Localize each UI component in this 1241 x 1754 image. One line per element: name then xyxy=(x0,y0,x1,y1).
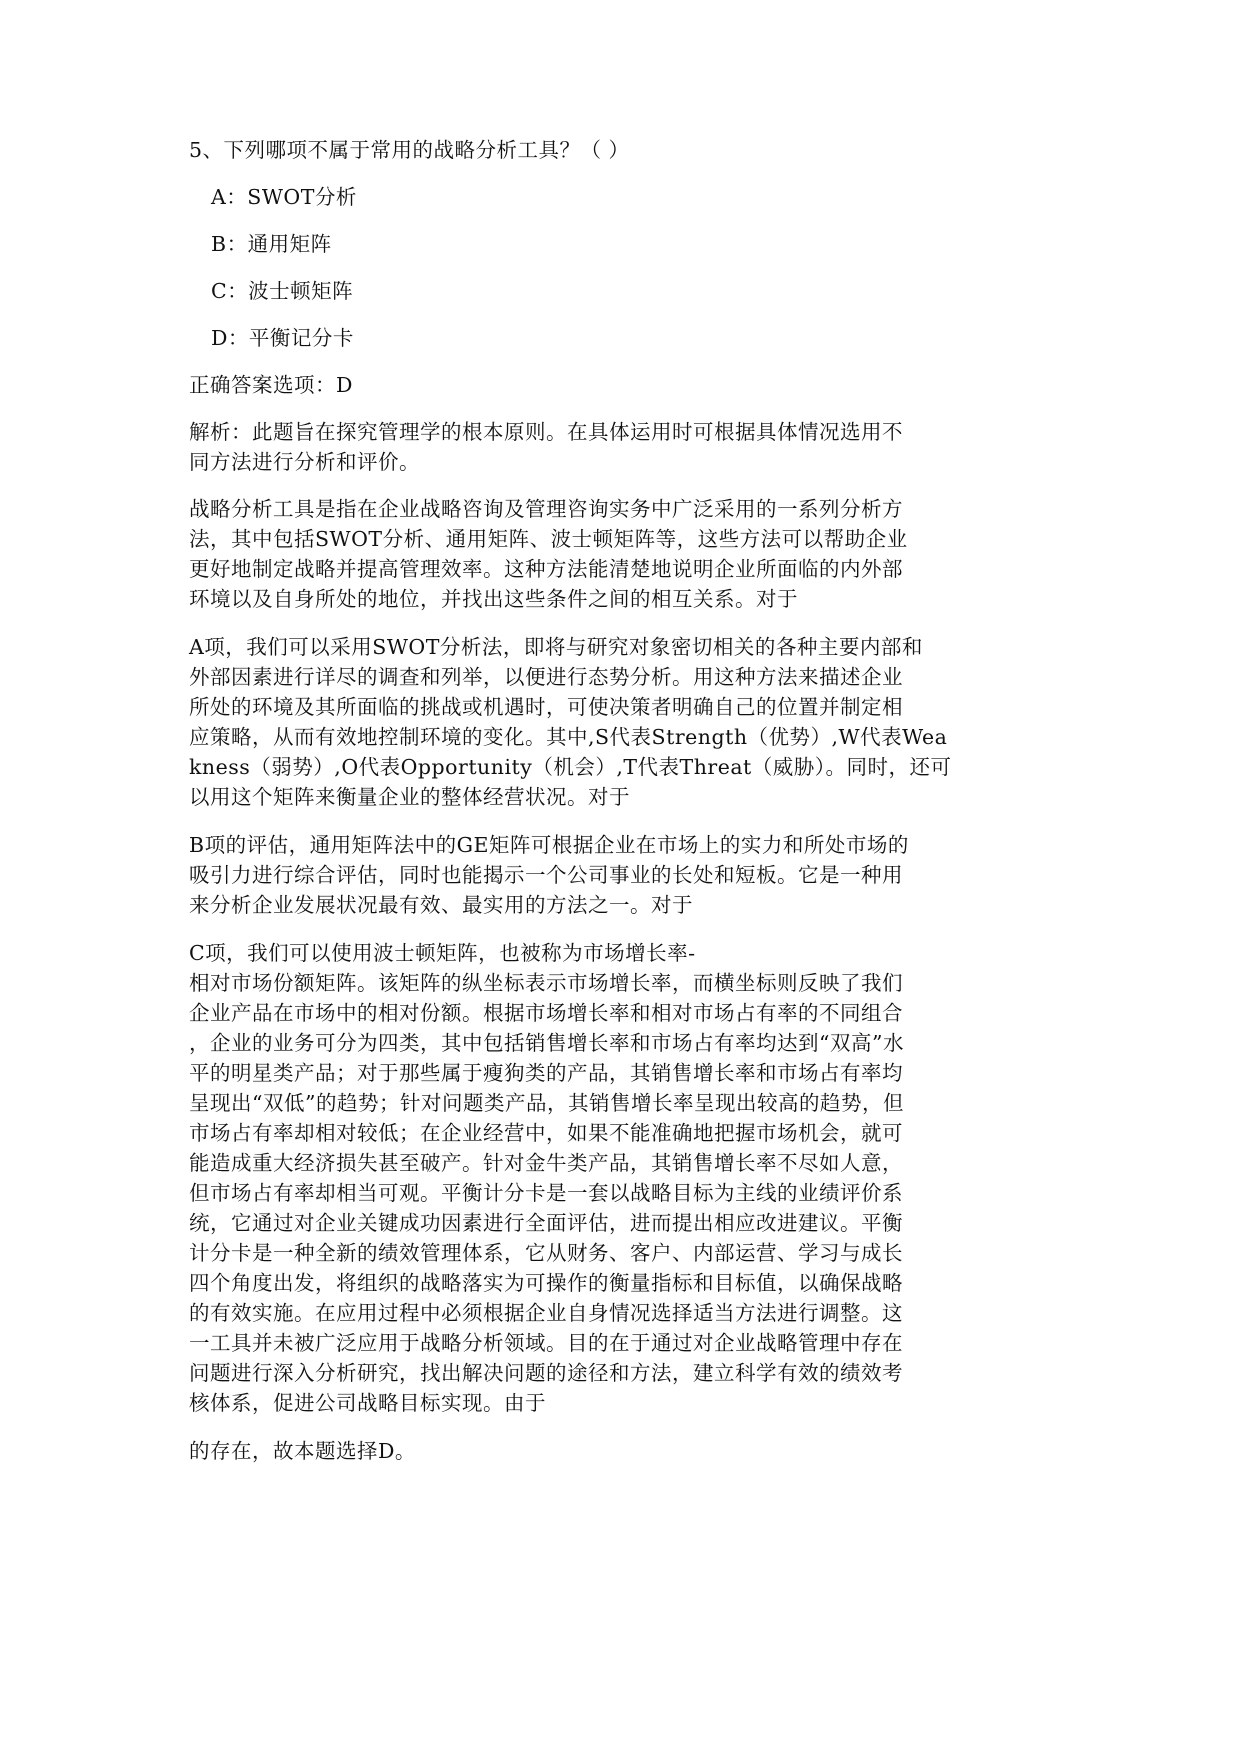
analysis-line: kness（弱势）,O代表Opportunity（机会）,T代表Threat（威胁）。同时，还可 xyxy=(189,755,952,779)
analysis-line: 的有效实施。在应用过程中必须根据企业自身情况选择适当方法进行调整。这 xyxy=(189,1301,903,1325)
analysis-line: C项，我们可以使用波士顿矩阵，也被称为市场增长率- xyxy=(189,941,696,965)
analysis-line: A项，我们可以采用SWOT分析法，即将与研究对象密切相关的各种主要内部和 xyxy=(189,635,923,659)
analysis-line: 企业产品在市场中的相对份额。根据市场增长率和相对市场占有率的不同组合 xyxy=(189,1001,903,1025)
analysis-line: 能造成重大经济损失甚至破产。针对金牛类产品，其销售增长率不尽如人意， xyxy=(189,1151,903,1175)
analysis-line: 的存在，故本题选择D。 xyxy=(189,1439,416,1463)
analysis-line: 外部因素进行详尽的调查和列举，以便进行态势分析。用这种方法来描述企业 xyxy=(189,665,903,689)
analysis-line: B项的评估，通用矩阵法中的GE矩阵可根据企业在市场上的实力和所处市场的 xyxy=(189,833,909,857)
option-b: B：通用矩阵 xyxy=(211,232,332,256)
question-stem: 5、下列哪项不属于常用的战略分析工具？（ ） xyxy=(189,138,630,162)
analysis-line: 市场占有率却相对较低；在企业经营中，如果不能准确地把握市场机会，就可 xyxy=(189,1121,903,1145)
analysis-line: 战略分析工具是指在企业战略咨询及管理咨询实务中广泛采用的一系列分析方 xyxy=(189,497,903,521)
analysis-line: 平的明星类产品；对于那些属于瘦狗类的产品，其销售增长率和市场占有率均 xyxy=(189,1061,903,1085)
analysis-line: 统，它通过对企业关键成功因素进行全面评估，进而提出相应改进建议。平衡 xyxy=(189,1211,903,1235)
analysis-line: 以用这个矩阵来衡量企业的整体经营状况。对于 xyxy=(189,785,630,809)
analysis-line: 环境以及自身所处的地位，并找出这些条件之间的相互关系。对于 xyxy=(189,587,798,611)
analysis-line: 应策略，从而有效地控制环境的变化。其中,S代表Strength（优势）,W代表Wea xyxy=(189,725,948,749)
analysis-line: 四个角度出发，将组织的战略落实为可操作的衡量指标和目标值，以确保战略 xyxy=(189,1271,903,1295)
analysis-line: 但市场占有率却相当可观。平衡计分卡是一套以战略目标为主线的业绩评价系 xyxy=(189,1181,903,1205)
analysis-line: 来分析企业发展状况最有效、最实用的方法之一。对于 xyxy=(189,893,693,917)
analysis-line: 核体系，促进公司战略目标实现。由于 xyxy=(189,1391,546,1415)
analysis-line: 计分卡是一种全新的绩效管理体系，它从财务、客户、内部运营、学习与成长 xyxy=(189,1241,903,1265)
correct-answer: 正确答案选项：D xyxy=(189,373,353,397)
option-d: D：平衡记分卡 xyxy=(211,326,354,350)
analysis-line: 相对市场份额矩阵。该矩阵的纵坐标表示市场增长率，而横坐标则反映了我们 xyxy=(189,971,903,995)
analysis-line: 呈现出“双低”的趋势；针对问题类产品，其销售增长率呈现出较高的趋势，但 xyxy=(189,1091,904,1115)
analysis-line: 一工具并未被广泛应用于战略分析领域。目的在于通过对企业战略管理中存在 xyxy=(189,1331,903,1355)
option-c: C：波士顿矩阵 xyxy=(211,279,354,303)
analysis-line: 问题进行深入分析研究，找出解决问题的途径和方法，建立科学有效的绩效考 xyxy=(189,1361,903,1385)
option-a: A：SWOT分析 xyxy=(211,185,357,209)
analysis-line: 同方法进行分析和评价。 xyxy=(189,450,420,474)
analysis-line: ，企业的业务可分为四类，其中包括销售增长率和市场占有率均达到“双高”水 xyxy=(189,1031,904,1055)
analysis-line: 法，其中包括SWOT分析、通用矩阵、波士顿矩阵等，这些方法可以帮助企业 xyxy=(189,527,908,551)
analysis-line: 解析：此题旨在探究管理学的根本原则。在具体运用时可根据具体情况选用不 xyxy=(189,420,903,444)
analysis-line: 更好地制定战略并提高管理效率。这种方法能清楚地说明企业所面临的内外部 xyxy=(189,557,903,581)
analysis-line: 所处的环境及其所面临的挑战或机遇时，可使决策者明确自己的位置并制定相 xyxy=(189,695,903,719)
analysis-line: 吸引力进行综合评估，同时也能揭示一个公司事业的长处和短板。它是一种用 xyxy=(189,863,903,887)
